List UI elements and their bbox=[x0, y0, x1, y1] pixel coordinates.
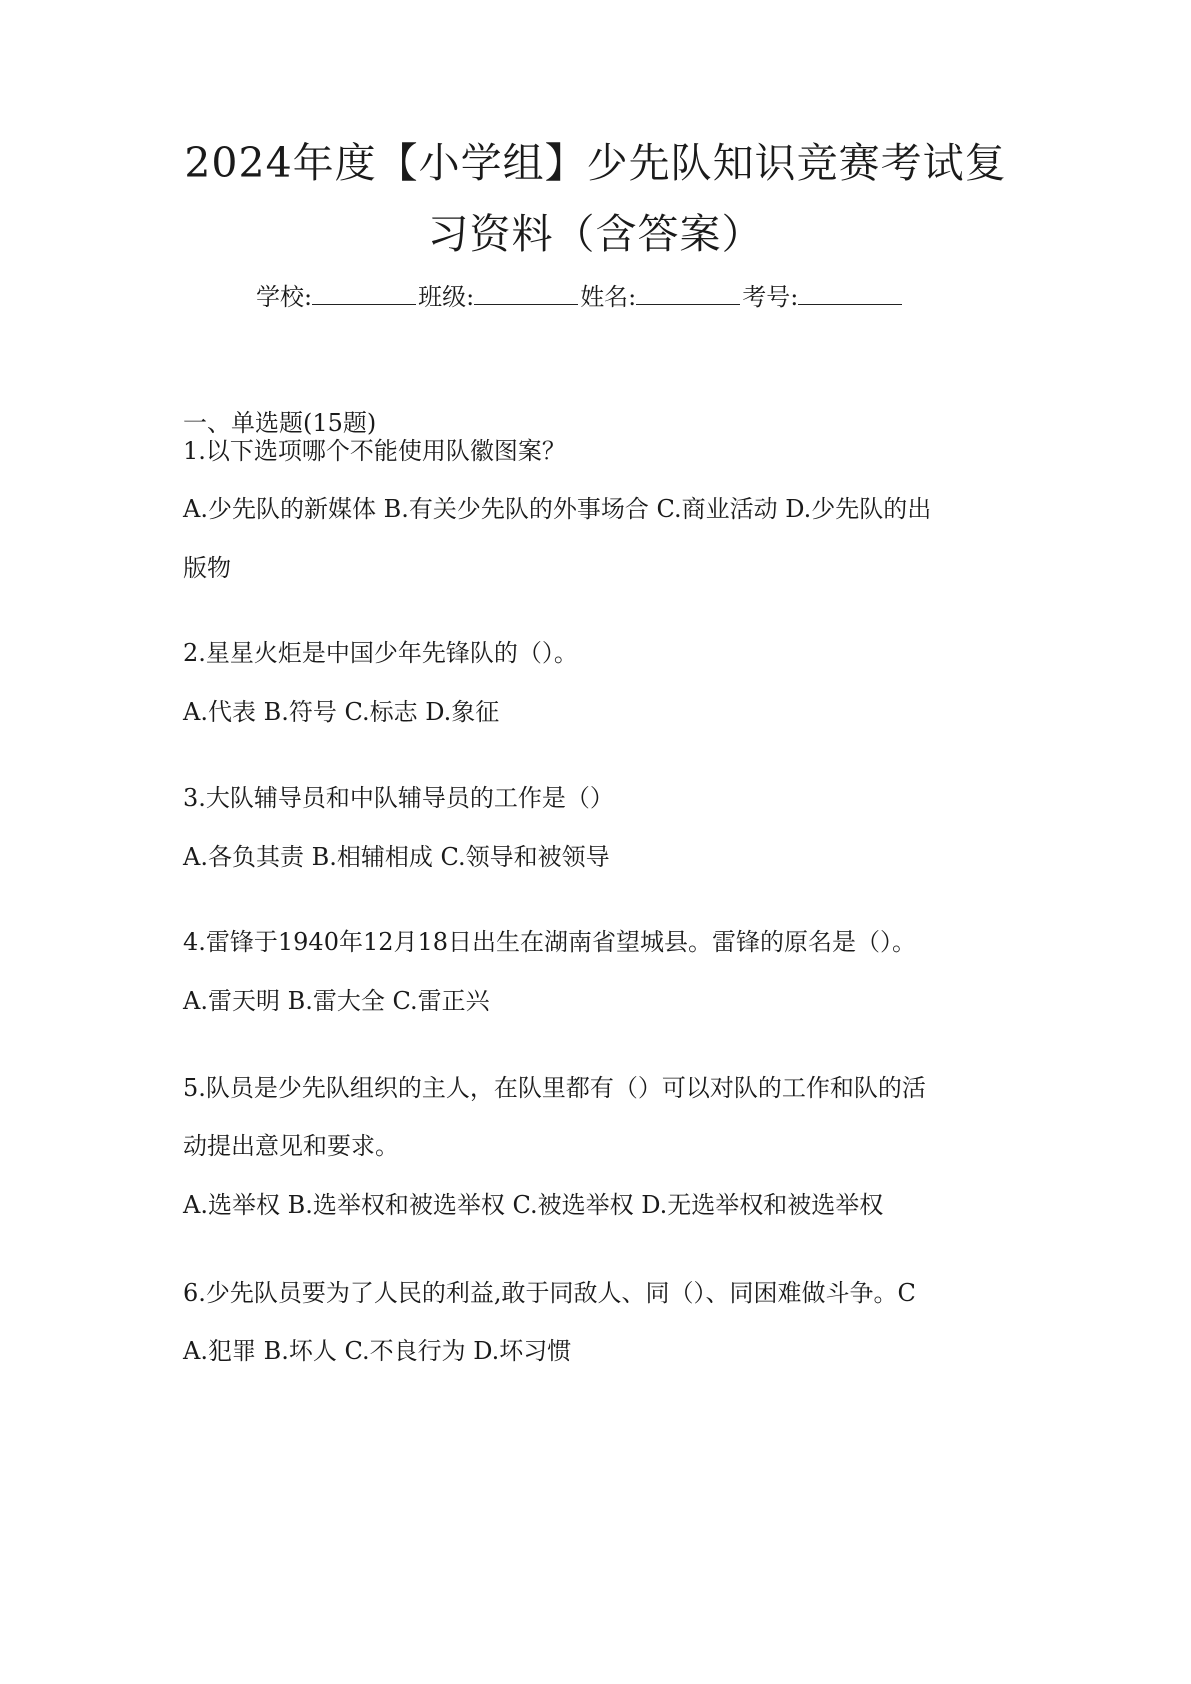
class-label: 班级: bbox=[418, 283, 475, 311]
question-4-options: A.雷天明 B.雷大全 C.雷正兴 bbox=[183, 987, 490, 1015]
name-blank bbox=[636, 282, 740, 305]
question-6-options: A.犯罪 B.坏人 C.不良行为 D.坏习惯 bbox=[183, 1337, 572, 1365]
name-label: 姓名: bbox=[580, 283, 637, 311]
question-4-stem: 4.雷锋于1940年12月18日出生在湖南省望城县。雷锋的原名是（）。 bbox=[183, 928, 917, 956]
question-2-stem: 2.星星火炬是中国少年先锋队的（）。 bbox=[183, 639, 578, 667]
student-info-line bbox=[256, 280, 904, 314]
question-1-stem: 1.以下选项哪个不能使用队徽图案？ bbox=[183, 437, 566, 465]
question-3-stem: 3.大队辅导员和中队辅导员的工作是（） bbox=[183, 784, 614, 812]
document-title bbox=[140, 128, 1051, 270]
title-line-1: 2024年度【小学组】少先队知识竞赛考试复 bbox=[184, 139, 1007, 187]
title-line-2: 习资料（含答案） bbox=[427, 210, 764, 258]
exam-number-label: 考号: bbox=[742, 283, 799, 311]
question-1-options-cont: 版物 bbox=[183, 554, 231, 582]
class-blank bbox=[474, 282, 578, 305]
question-5-stem: 5.队员是少先队组织的主人，在队里都有（）可以对队的工作和队的活 bbox=[183, 1074, 926, 1102]
question-2-options: A.代表 B.符号 C.标志 D.象征 bbox=[183, 698, 500, 726]
section-heading: 一、单选题(15题) bbox=[183, 409, 377, 437]
question-5-stem-cont: 动提出意见和要求。 bbox=[183, 1132, 399, 1160]
question-5-options: A.选举权 B.选举权和被选举权 C.被选举权 D.无选举权和被选举权 bbox=[183, 1191, 884, 1219]
question-1-options: A.少先队的新媒体 B.有关少先队的外事场合 C.商业活动 D.少先队的出 bbox=[183, 495, 932, 523]
exam-number-blank bbox=[798, 282, 902, 305]
school-label: 学校: bbox=[256, 283, 313, 311]
question-6-stem: 6.少先队员要为了人民的利益,敢于同敌人、同（）、同困难做斗争。C bbox=[183, 1279, 916, 1307]
school-blank bbox=[312, 282, 416, 305]
question-3-options: A.各负其责 B.相辅相成 C.领导和被领导 bbox=[183, 843, 610, 871]
